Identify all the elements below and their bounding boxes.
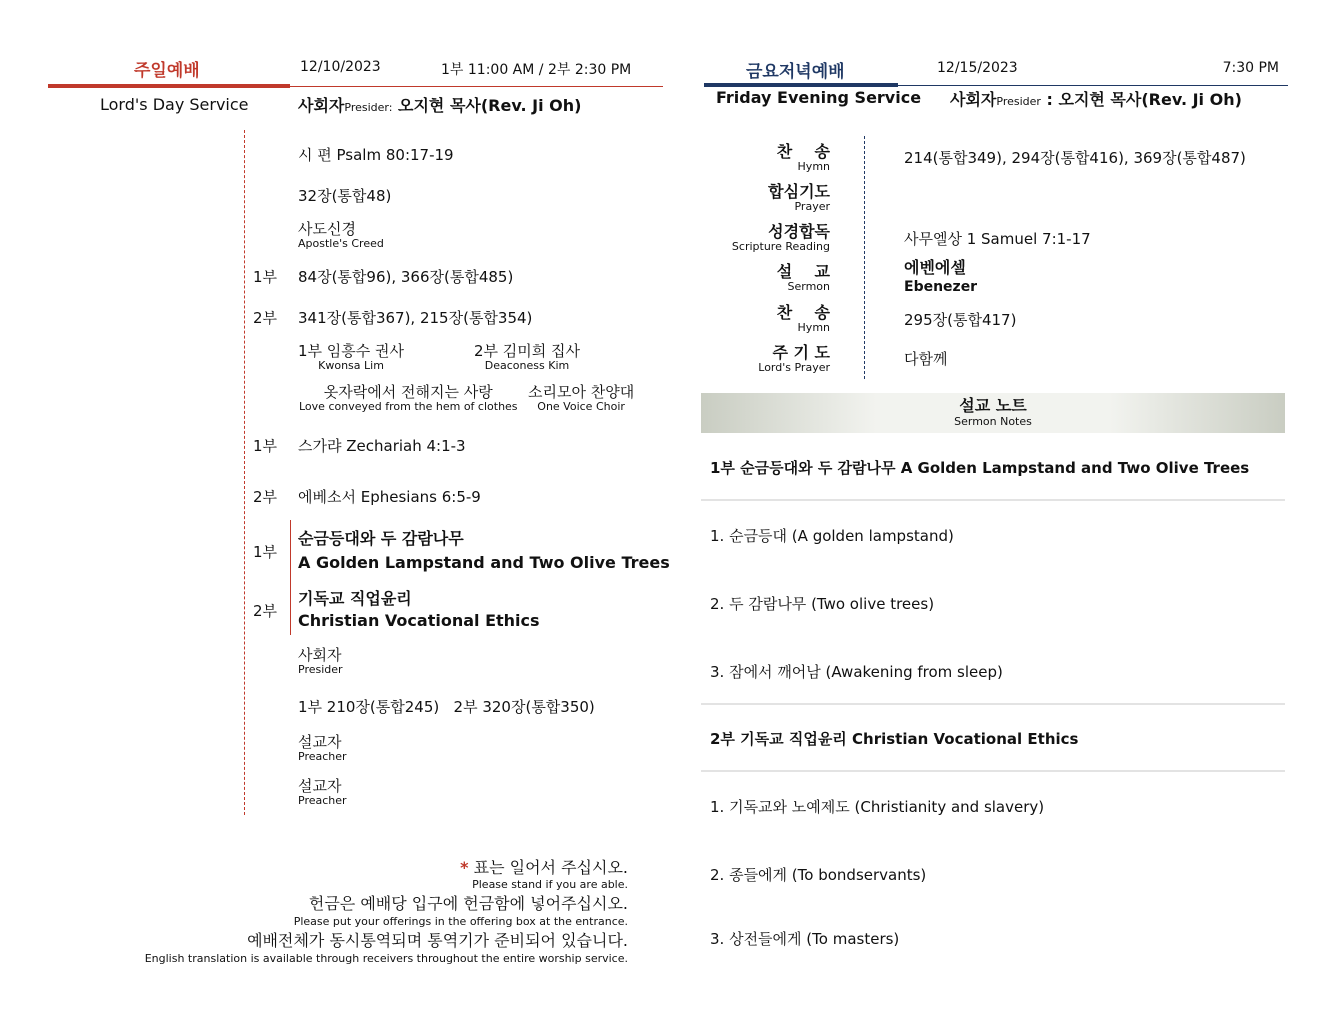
item-hymn3-value: 1부 210장(통합245) 2부 320장(통합350): [298, 698, 595, 716]
notes-section2-item2: 2. 종들에게 (To bondservants): [710, 866, 927, 884]
notes-section2-item3: 3. 상전들에게 (To masters): [710, 930, 900, 948]
friday-title-en: Friday Evening Service: [716, 88, 922, 107]
friday-sermon-label: 설 교 Sermon: [776, 262, 830, 293]
sunday-presider-en: Presider:: [344, 101, 393, 114]
notes-divider: [701, 770, 1285, 772]
item-special-music-value1: 옷자락에서 전해지는 사랑 Love conveyed from the hem of clothes: [299, 383, 518, 413]
notes-section1-item1: 1. 순금등대 (A golden lampstand): [710, 527, 954, 545]
notes-section1-title: 1부 순금등대와 두 감람나무 A Golden Lampstand and Two Olive Trees: [710, 459, 1250, 477]
friday-scripture-label: 성경합독 Scripture Reading: [731, 222, 830, 253]
friday-prayer-label: 합심기도 Prayer: [768, 182, 830, 213]
friday-sermon-value: 에벤에셀 Ebenezer: [904, 258, 978, 295]
footer-line1-en: Please stand if you are able.: [472, 878, 628, 891]
item-scripture-part1: 1부: [253, 437, 278, 455]
friday-presider-en: Presider: [996, 95, 1041, 108]
item-announcement-value: 사회자 Presider: [298, 646, 343, 676]
footer-line3-en: English translation is available through receivers throughout the entire worship service.: [144, 952, 628, 965]
item-hymn2-value2: 341장(통합367), 215장(통합354): [298, 309, 533, 327]
item-special-music-value2: 소리모아 찬양대 One Voice Choir: [528, 383, 635, 413]
sunday-presider-name: 오지현 목사(Rev. Ji Oh): [398, 96, 582, 115]
notes-section1-item2: 2. 두 감람나무 (Two olive trees): [710, 595, 935, 613]
sunday-title-en: Lord's Day Service: [100, 95, 249, 114]
friday-hymn1-value: 214(통합349), 294장(통합416), 369장(통합487): [904, 149, 1246, 167]
notes-section2-item1: 1. 기독교와 노예제도 (Christianity and slavery): [710, 798, 1045, 816]
sermon-notes-header: [701, 393, 1285, 433]
friday-lords-prayer-value: 다함께: [904, 350, 948, 368]
sunday-times: 1부 11:00 AM / 2부 2:30 PM: [441, 62, 632, 78]
friday-hymn2-label: 찬 송 Hymn: [776, 303, 830, 334]
sermon-notes-title-en: Sermon Notes: [954, 415, 1032, 428]
sunday-footer: [145, 858, 628, 965]
notes-section1-item3: 3. 잠에서 깨어남 (Awakening from sleep): [710, 663, 1003, 681]
item-hymn2-part1: 1부: [253, 268, 278, 286]
friday-title: 금요저녁예배: [746, 62, 845, 82]
item-benediction-value: 설교자 Preacher: [298, 777, 347, 807]
item-call-to-worship-value: 시 편 Psalm 80:17-19: [298, 146, 454, 164]
item-hymn2-part2: 2부: [253, 309, 278, 327]
sunday-date: 12/10/2023: [300, 59, 381, 75]
item-sermon-part1: 1부: [253, 543, 278, 561]
friday-presider-label: 사회자: [950, 90, 997, 109]
item-sermon-value2: 기독교 직업윤리 Christian Vocational Ethics: [298, 589, 540, 630]
sermon-notes-title: 설교 노트: [959, 396, 1027, 415]
friday-lords-prayer-label: 주 기 도 Lord's Prayer: [758, 343, 830, 374]
friday-hymn2-value: 295장(통합417): [904, 311, 1017, 329]
item-prayer-value1: 1부 임흥수 권사 Kwonsa Lim: [298, 342, 405, 372]
friday-date: 12/15/2023: [937, 60, 1018, 76]
sunday-presider-label: 사회자: [298, 96, 345, 115]
notes-divider: [701, 499, 1285, 501]
notes-divider: [701, 703, 1285, 705]
item-scripture-value2: 에베소서 Ephesians 6:5-9: [298, 488, 481, 506]
footer-line3: 예배전체가 동시통역되며 통역기가 준비되어 있습니다.: [247, 931, 628, 950]
friday-scripture-value: 사무엘상 1 Samuel 7:1-17: [904, 230, 1091, 248]
friday-order: [0, 0, 1320, 400]
sunday-title: 주일예배: [134, 61, 200, 81]
item-sermon-part2: 2부: [253, 602, 278, 620]
item-confession-value: 사도신경 Apostle's Creed: [298, 220, 384, 250]
item-offering-value: 설교자 Preacher: [298, 733, 347, 763]
item-hymn2-value1: 84장(통합96), 366장(통합485): [298, 268, 514, 286]
item-scripture-value1: 스가랴 Zechariah 4:1-3: [298, 437, 466, 455]
footer-line2: 헌금은 예배당 입구에 헌금함에 넣어주십시오.: [308, 894, 628, 913]
item-hymn1-value: 32장(통합48): [298, 187, 392, 205]
item-sermon-value1: 순금등대와 두 감람나무 A Golden Lampstand and Two Olive Trees: [298, 529, 670, 572]
item-prayer-value2: 2부 김미희 집사 Deaconess Kim: [474, 342, 581, 372]
friday-presider-name: : 오지현 목사(Rev. Ji Oh): [1046, 90, 1242, 109]
friday-hymn1-label: 찬 송 Hymn: [776, 142, 830, 173]
friday-time: 7:30 PM: [1222, 60, 1279, 76]
item-scripture-part2: 2부: [253, 488, 278, 506]
notes-section2-title: 2부 기독교 직업윤리 Christian Vocational Ethics: [710, 730, 1079, 748]
footer-line2-en: Please put your offerings in the offering box at the entrance.: [293, 915, 628, 928]
footer-line1: * 표는 일어서 주십시오.: [460, 858, 628, 877]
